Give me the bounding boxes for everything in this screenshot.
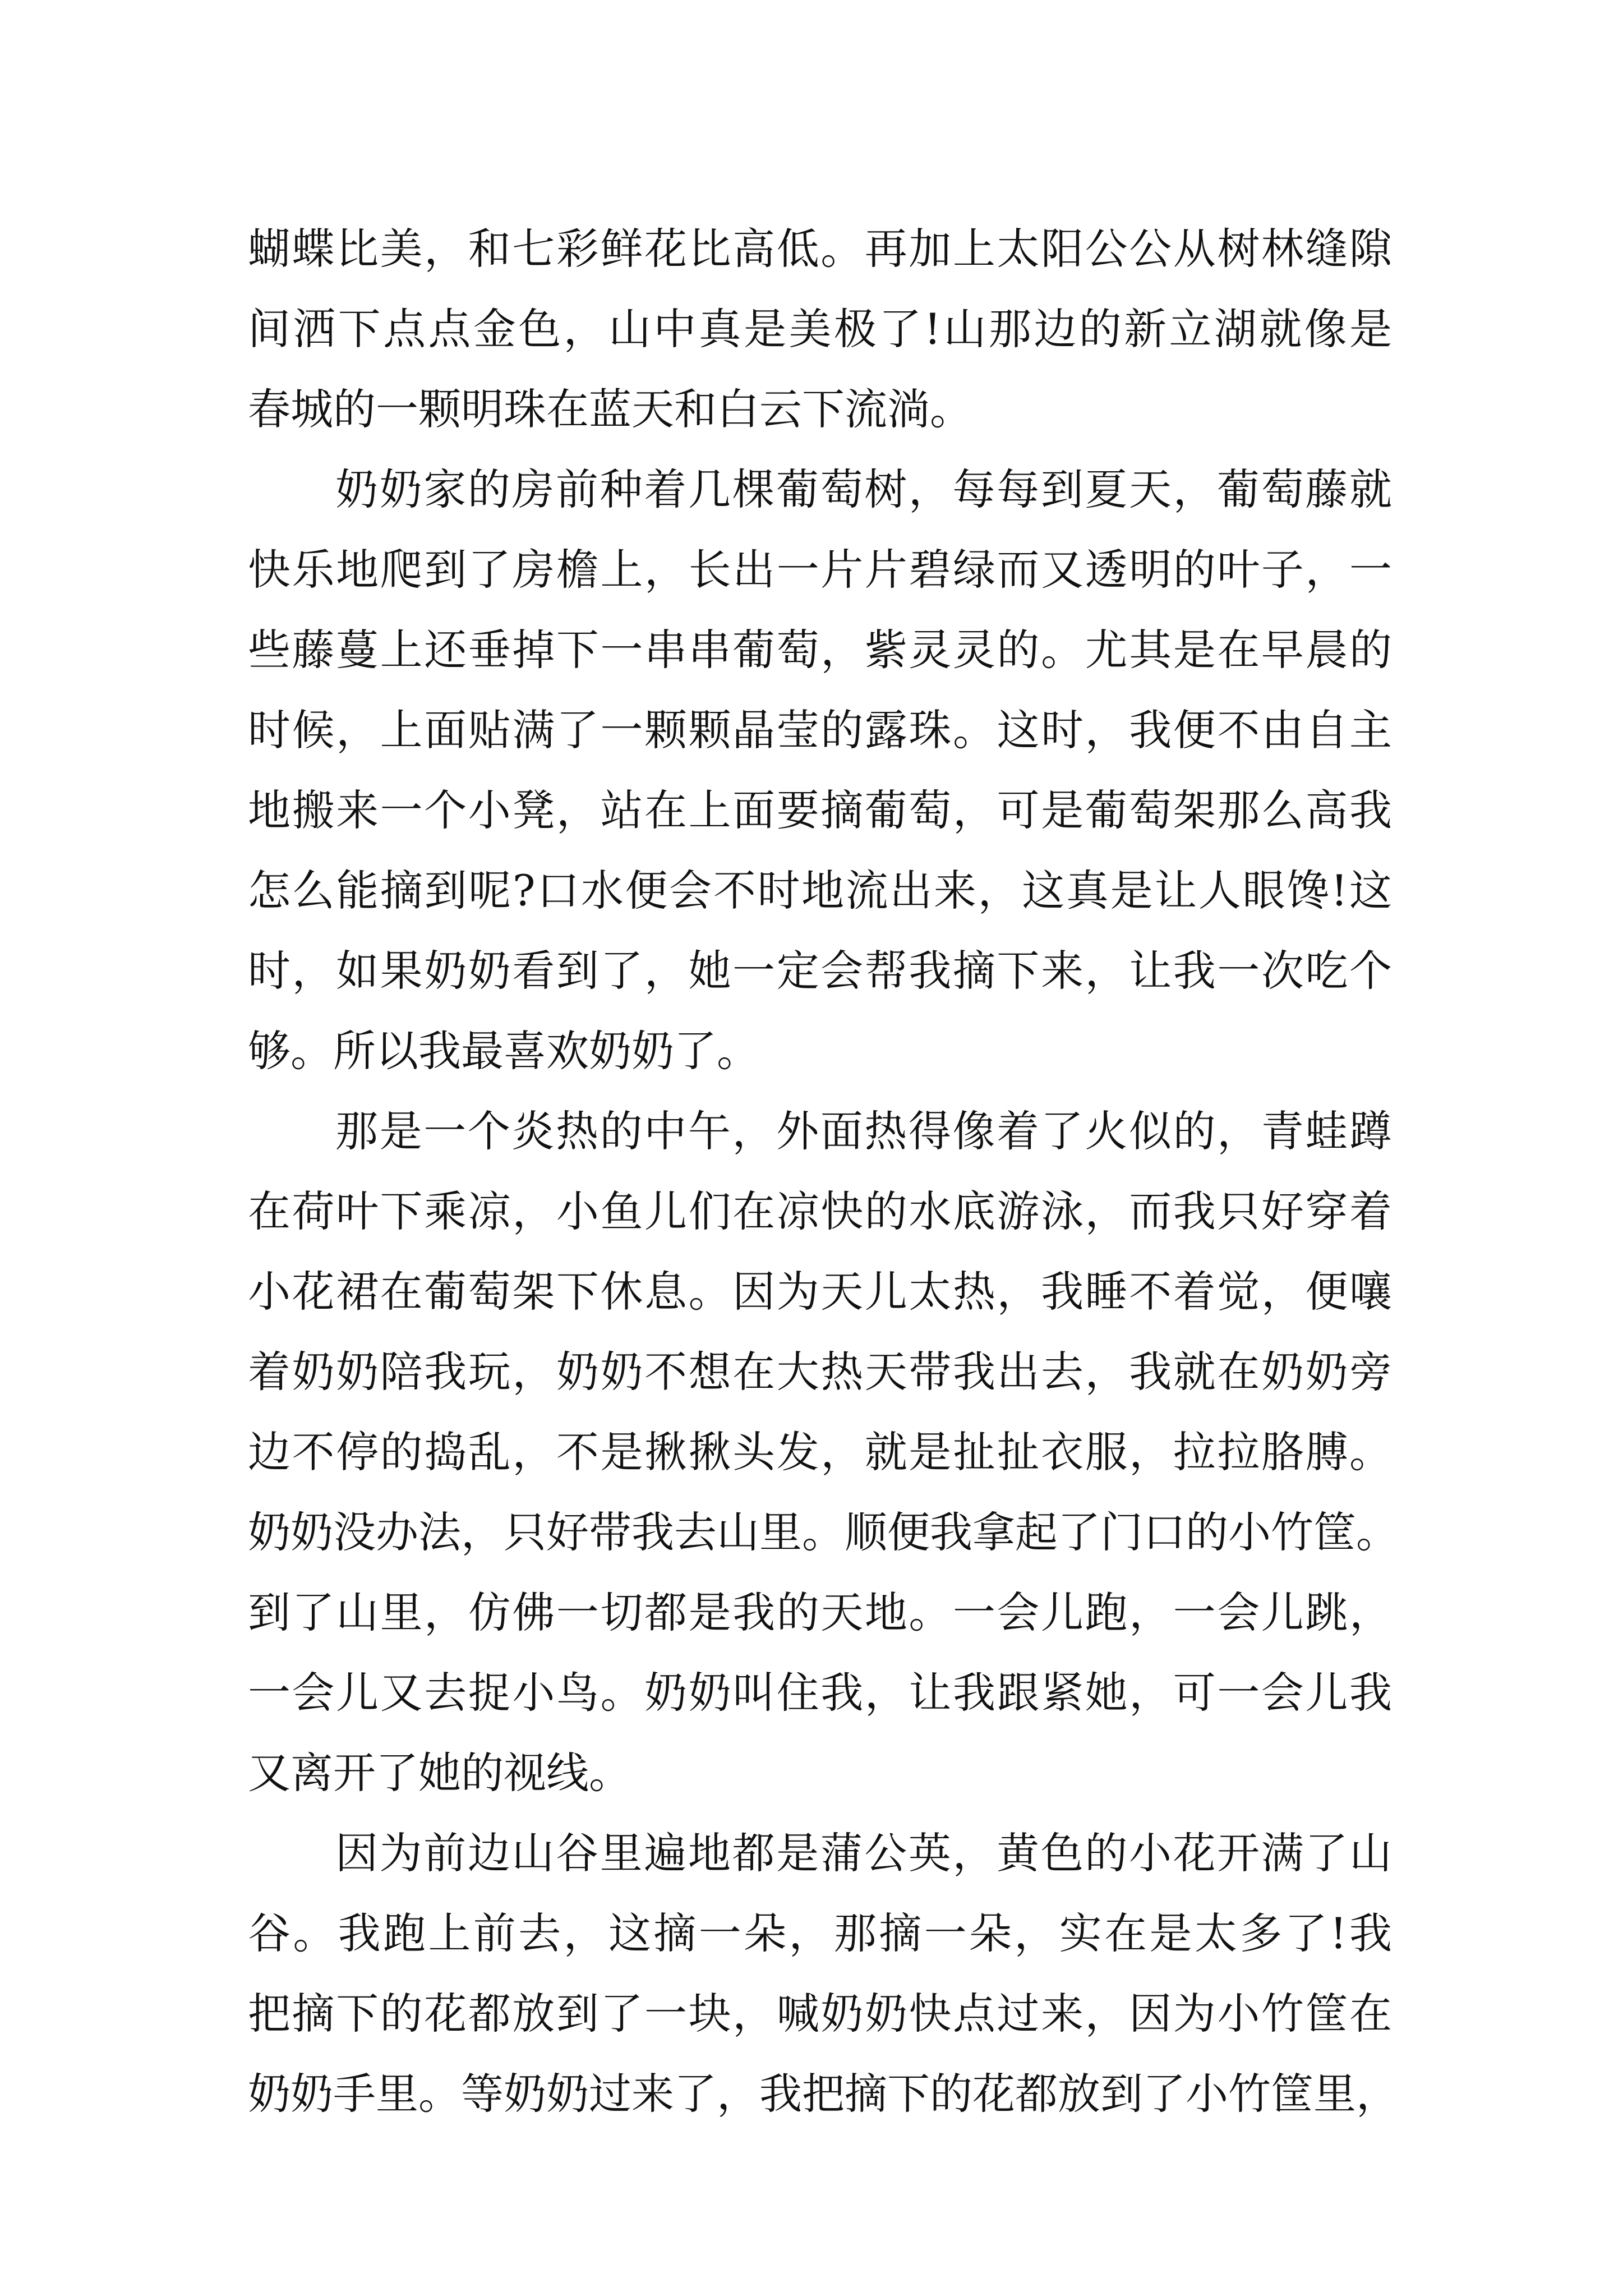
text-line: 那是一个炎热的中午，外面热得像着了火似的，青蛙蹲	[335, 1106, 1392, 1156]
text-line: 怎么能摘到呢?口水便会不时地流出来，这真是让人眼馋!这	[248, 866, 1392, 915]
document-body	[248, 209, 1399, 2134]
text-line: 奶奶没办法，只好带我去山里。顺便我拿起了门口的小竹筐。	[248, 1507, 1399, 1557]
text-line: 春城的一颗明珠在蓝天和白云下流淌。	[248, 384, 972, 434]
text-line: 在荷叶下乘凉，小鱼儿们在凉快的水底游泳，而我只好穿着	[248, 1186, 1392, 1236]
text-line: 奶奶家的房前种着几棵葡萄树，每每到夏天，葡萄藤就	[335, 464, 1392, 514]
text-line: 够。所以我最喜欢奶奶了。	[248, 1026, 759, 1076]
paragraph	[248, 449, 1392, 1091]
text-line: 一会儿又去捉小鸟。奶奶叫住我，让我跟紧她，可一会儿我	[248, 1668, 1392, 1718]
text-line: 谷。我跑上前去，这摘一朵，那摘一朵，实在是太多了!我	[248, 1908, 1392, 1958]
paragraph	[248, 209, 1392, 449]
text-line: 地搬来一个小凳，站在上面要摘葡萄，可是葡萄架那么高我	[248, 785, 1392, 835]
text-line: 边不停的捣乱，不是揪揪头发，就是扯扯衣服，拉拉胳膊。	[248, 1427, 1392, 1477]
text-line: 时候，上面贴满了一颗颗晶莹的露珠。这时，我便不由自主	[248, 705, 1392, 755]
text-line: 时，如果奶奶看到了，她一定会帮我摘下来，让我一次吃个	[248, 946, 1392, 996]
text-line: 些藤蔓上还垂掉下一串串葡萄，紫灵灵的。尤其是在早晨的	[248, 625, 1392, 675]
text-line: 小花裙在葡萄架下休息。因为天儿太热，我睡不着觉，便嚷	[248, 1267, 1392, 1317]
text-line: 到了山里，仿佛一切都是我的天地。一会儿跑，一会儿跳，	[248, 1588, 1392, 1637]
text-line: 快乐地爬到了房檐上，长出一片片碧绿而又透明的叶子，一	[248, 545, 1392, 595]
text-line: 又离开了她的视线。	[248, 1748, 631, 1798]
text-line: 间洒下点点金色，山中真是美极了!山那边的新立湖就像是	[248, 304, 1392, 354]
text-line: 蝴蝶比美，和七彩鲜花比高低。再加上太阳公公从树林缝隙	[248, 224, 1392, 274]
text-line: 把摘下的花都放到了一块，喊奶奶快点过来，因为小竹筐在	[248, 1989, 1392, 2039]
text-line: 因为前边山谷里遍地都是蒲公英，黄色的小花开满了山	[335, 1828, 1392, 1878]
text-line: 着奶奶陪我玩，奶奶不想在大热天带我出去，我就在奶奶旁	[248, 1347, 1392, 1397]
paragraph	[248, 1813, 1399, 2134]
paragraph	[248, 1091, 1399, 1813]
text-line: 奶奶手里。等奶奶过来了，我把摘下的花都放到了小竹筐里，	[248, 2069, 1399, 2119]
